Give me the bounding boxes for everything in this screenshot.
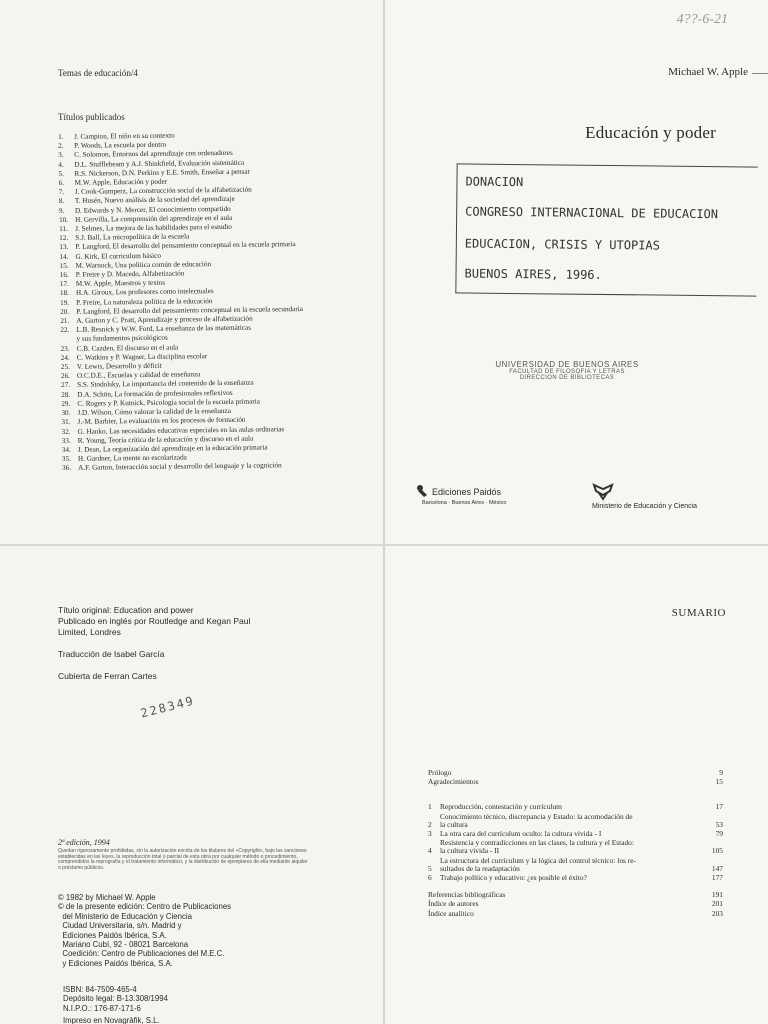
book-number: 24. bbox=[60, 353, 70, 362]
toc-page: 17 bbox=[715, 802, 723, 812]
book-number: 7. bbox=[58, 188, 65, 197]
book-number: 25. bbox=[60, 362, 70, 372]
book-number: 26. bbox=[60, 372, 71, 381]
book-entry: P. Langford, El desarrollo del pensamiento conceptual en la escuela secundaria bbox=[76, 304, 303, 316]
book-entry: A.F. Garton, Interacción social y desarrollo del lenguaje y la cognición bbox=[78, 461, 282, 473]
chapter-title-line: sultados de la readaptación bbox=[440, 863, 520, 873]
book-entry: J. Campion, El niño en su contexto bbox=[73, 131, 175, 141]
book-entry: C. Solomon, Entornos del aprendizaje con ordenadores bbox=[74, 149, 233, 160]
chapter-title bbox=[440, 830, 701, 838]
isbn-block bbox=[63, 985, 168, 1013]
chapter-title bbox=[440, 839, 701, 855]
toc-label: Índice analítico bbox=[428, 908, 474, 918]
paidos-logo-icon bbox=[414, 483, 430, 499]
book-number: 36. bbox=[62, 464, 72, 473]
book-entry: G. Hanko, Las necesidades educativas especiales en las aulas ordinarias bbox=[77, 424, 285, 436]
toc-page: 79 bbox=[715, 829, 723, 839]
publisher-cities: Barcelona · Buenos Aires · México bbox=[422, 500, 507, 506]
publisher-paidos bbox=[414, 483, 507, 506]
chapter-title bbox=[440, 813, 701, 829]
copyright-block bbox=[58, 893, 231, 968]
credit-line: Cubierta de Ferran Cartes bbox=[58, 671, 157, 681]
book-number: 10. bbox=[59, 215, 69, 224]
isbn-line: N.I.P.O.: 176-87-171-6 bbox=[63, 1003, 141, 1013]
chapter-number: 3 bbox=[428, 829, 432, 839]
toc-label: Prólogo bbox=[428, 768, 452, 777]
chapter-title-line: La estructura del currículum y la lógica del control técnico: los re- bbox=[440, 855, 636, 865]
toc-page: 53 bbox=[715, 819, 723, 829]
copyright-line: © 1982 by Michael W. Apple bbox=[58, 893, 156, 902]
toc-page: 203 bbox=[711, 908, 723, 918]
copyright-line: Ediciones Paidós Ibérica, S.A. bbox=[58, 930, 167, 940]
book-number: 3. bbox=[58, 151, 64, 160]
book-entry: S.J. Ball, La micropolítica de la escuela bbox=[75, 232, 190, 243]
book-entry: M.W. Apple, Maestros y textos bbox=[75, 278, 166, 289]
pencil-note: 4??-6-21 bbox=[676, 12, 728, 27]
library-line: FACULTAD DE FILOSOFIA Y LETRAS bbox=[509, 369, 625, 375]
book-number: 20. bbox=[60, 307, 70, 316]
book-number: 12. bbox=[59, 234, 69, 243]
toc-row bbox=[428, 830, 723, 838]
table-of-contents bbox=[428, 769, 723, 919]
chapter-number: 5 bbox=[428, 863, 432, 873]
book-entry: D.A. Schön, La formación de profesionales reflexivos bbox=[77, 388, 233, 399]
chapter-title-line: Trabajo político y educativo: ¿es posible el éxito? bbox=[440, 873, 587, 883]
book-entry: S.S. Stodolsky, La importancia del contenido de la enseñanza bbox=[77, 379, 254, 390]
isbn-line: Depósito legal: B-13.308/1994 bbox=[63, 994, 168, 1004]
copyright-line: Ciudad Universitaria, s/n. Madrid y bbox=[58, 921, 182, 931]
spine-shadow bbox=[383, 0, 385, 1024]
book-number: 27. bbox=[61, 381, 71, 390]
library-line: DIRECCION DE BIBLIOTECAS bbox=[519, 375, 615, 381]
credit-line bbox=[58, 638, 250, 649]
book-list bbox=[58, 130, 305, 473]
credit-line: Publicado en inglés por Routledge and Kegan Paul bbox=[58, 616, 251, 626]
book-number: 22. bbox=[60, 326, 70, 335]
book-number: 29. bbox=[61, 399, 71, 408]
page-divider bbox=[0, 544, 768, 546]
book-entry: L.B. Resnick y W.W. Ford, La enseñanza de las matemáticas bbox=[76, 323, 252, 335]
book-number: 6. bbox=[58, 178, 65, 188]
book-entry: A. Garton y C. Pratt, Aprendizaje y proceso de alfabetización bbox=[76, 314, 253, 325]
publisher-name: Ediciones Paidós bbox=[432, 487, 502, 497]
book-number: 35. bbox=[61, 454, 72, 464]
titles-heading: Títulos publicados bbox=[58, 112, 125, 122]
toc-page: 191 bbox=[711, 890, 723, 900]
edition-line: 2ª edición, 1994 bbox=[58, 838, 110, 847]
chapter-number: 2 bbox=[428, 819, 432, 829]
book-entry: D. Edwards y N. Mercer, El conocimiento compartido bbox=[74, 204, 231, 215]
copyright-line: © de la presente edición: Centro de Publicaciones bbox=[58, 902, 232, 912]
copyright-line: Coedición: Centro de Publicaciones del M.E.C. bbox=[58, 949, 225, 959]
toc-row bbox=[428, 778, 723, 786]
chapter-title-line: la cultura vivida - II bbox=[440, 846, 500, 856]
credit-line: Limited, Londres bbox=[58, 627, 121, 637]
publisher-name: Ministerio de Educación y Ciencia bbox=[592, 503, 698, 510]
book-number: 4. bbox=[58, 160, 64, 169]
book-number: 32. bbox=[61, 427, 71, 436]
chapter-title-line: La otra cara del currículum oculto: la cultura vivida - I bbox=[440, 829, 602, 839]
page-series-list bbox=[0, 0, 384, 545]
stamp-line: DONACION bbox=[465, 174, 524, 190]
donation-stamp bbox=[455, 163, 757, 296]
isbn-line: ISBN: 84-7509-465-4 bbox=[63, 985, 137, 994]
author-name: Michael W. Apple bbox=[668, 66, 748, 78]
book-number: 9. bbox=[58, 206, 65, 215]
series-name: Temas de educación/4 bbox=[58, 68, 138, 78]
book-number: 31. bbox=[61, 418, 71, 427]
book-number: 33. bbox=[61, 436, 71, 445]
toc-page: 15 bbox=[715, 777, 723, 787]
book-number: 23. bbox=[60, 344, 70, 353]
toc-row bbox=[428, 839, 723, 855]
copyright-line: Mariano Cubí, 92 - 08021 Barcelona bbox=[58, 940, 189, 950]
toc-gap bbox=[428, 787, 723, 795]
chapter-title bbox=[440, 803, 701, 811]
toc-row bbox=[428, 910, 723, 918]
chapter-title-line: Reproducción, contestación y currículum bbox=[440, 802, 562, 812]
ministry-logo-icon bbox=[592, 483, 614, 501]
chapter-title-line: la cultura bbox=[440, 819, 468, 829]
book-number: 2. bbox=[58, 142, 64, 151]
book-number: 11. bbox=[59, 224, 68, 234]
toc-page: 201 bbox=[711, 899, 723, 909]
toc-row bbox=[428, 803, 723, 811]
chapter-title bbox=[440, 857, 701, 873]
book-entry: P. Langford, El desarrollo del pensamiento conceptual en la escuela primaria bbox=[75, 240, 296, 252]
book-entry: J. Cook-Gumperz, La construcción social de la alfabetización bbox=[74, 185, 252, 197]
book-number: 15. bbox=[59, 261, 69, 270]
book-number: 30. bbox=[61, 408, 71, 418]
library-stamp bbox=[482, 360, 652, 381]
book-entry: V. Lewis, Desarrollo y déficit bbox=[76, 361, 162, 371]
book-entry: R. Young, Teoría crítica de la educación y discurso en el aula bbox=[77, 434, 254, 445]
book-entry: T. Husén, Nuevo análisis de la sociedad del aprendizaje bbox=[74, 195, 235, 206]
library-line: UNIVERSIDAD DE BUENOS AIRES bbox=[495, 360, 639, 369]
toc-label: Agradecimientos bbox=[428, 777, 479, 787]
book-entry: H.A. Giroux, Los profesores como intelectuales bbox=[75, 287, 214, 298]
book-entry: J.D. Wilson, Cómo valorar la calidad de la enseñanza bbox=[77, 407, 231, 417]
book-number: 19. bbox=[60, 298, 70, 307]
book-entry: M.W. Apple, Educación y poder bbox=[74, 177, 168, 187]
credit-line: Traducción de Isabel García bbox=[58, 649, 165, 659]
book-number: 5. bbox=[58, 169, 64, 178]
book-number: 17. bbox=[59, 280, 69, 289]
page-title bbox=[384, 0, 768, 545]
chapter-title bbox=[440, 874, 701, 882]
book-entry: M. Warnock, Una política común de educación bbox=[75, 259, 212, 270]
chapter-title-line: Conocimiento técnico, discrepancia y Estado: la acomodación de bbox=[440, 811, 633, 821]
book-entry: C.B. Cazden, El discurso en el aula bbox=[76, 343, 179, 353]
stamp-line: BUENOS AIRES, 1996. bbox=[464, 266, 602, 282]
book-entry: H. Gervilla, La comprensión del aprendizaje en el aula bbox=[75, 213, 233, 224]
book-entry: D.L. Stufflebeam y A.J. Shinkfield, Evaluación sistemática bbox=[74, 158, 245, 169]
book-number: 8. bbox=[58, 197, 65, 206]
toc-row bbox=[428, 769, 723, 777]
credits-block bbox=[58, 605, 250, 682]
book-entry: J. Dean, La organización del aprendizaje en la educación primaria bbox=[77, 443, 268, 454]
book-number: 18. bbox=[59, 289, 69, 298]
book-number: 14. bbox=[59, 252, 69, 261]
summary-heading: SUMARIO bbox=[671, 607, 726, 619]
toc-label: Referencias bibliográficas bbox=[428, 890, 506, 900]
toc-page: 177 bbox=[711, 873, 723, 883]
book-number: 1. bbox=[58, 132, 64, 141]
book-number: 13. bbox=[59, 243, 69, 252]
toc-row bbox=[428, 874, 723, 882]
book-entry: C. Watkins y P. Wagner, La disciplina escolar bbox=[76, 352, 208, 362]
toc-label: Índice de autores bbox=[428, 899, 479, 909]
page-credits bbox=[0, 545, 384, 1024]
toc-page: 147 bbox=[711, 863, 723, 873]
copyright-line: y Ediciones Paidós Ibérica, S.A. bbox=[58, 958, 173, 968]
book-entry: C. Rogers y P. Kutnick, Psicología social de la escuela primaria bbox=[77, 397, 260, 408]
book-number: 34. bbox=[61, 445, 71, 454]
book-entry: P. Freire y D. Macedo, Alfabetización bbox=[75, 269, 185, 279]
chapter-number: 1 bbox=[428, 802, 432, 812]
book-entry: R.S. Nickerson, D.N. Perkins y E.E. Smith, Enseñar a pensar bbox=[74, 167, 251, 178]
book-title: Educación y poder bbox=[585, 123, 716, 142]
publisher-ministry bbox=[592, 483, 698, 510]
book-entry: P. Woods, La escuela por dentro bbox=[74, 140, 167, 151]
list-item bbox=[62, 461, 305, 473]
book-entry: G. Kirk, El curriculum básico bbox=[75, 251, 161, 261]
book-number: 16. bbox=[59, 270, 69, 280]
toc-page: 105 bbox=[711, 846, 723, 856]
book-number: 28. bbox=[61, 390, 71, 399]
book-entry: H. Gardner, La mente no escolarizada bbox=[77, 453, 187, 463]
credit-line bbox=[58, 660, 250, 671]
inventory-number: 228349 bbox=[139, 693, 197, 721]
chapter-title-line: Resistencia y contradicciones en las clases, la cultura y el Estado: bbox=[440, 838, 634, 848]
stamp-line: CONGRESO INTERNACIONAL DE EDUCACION bbox=[465, 204, 719, 222]
printer-line: Impreso en Novagràfik, S.L. bbox=[63, 1016, 160, 1024]
toc-row bbox=[428, 813, 723, 829]
book-entry: O.C.D.E., Escuelas y calidad de enseñanza bbox=[76, 370, 201, 381]
author-rule bbox=[752, 73, 768, 74]
book-entry: y sus fundamentos psicológicos bbox=[76, 334, 168, 344]
book-entry: J. Selmes, La mejora de las habilidades para el estudio bbox=[75, 222, 232, 233]
book-entry: J.-M. Barbier, La evaluación en los procesos de formación bbox=[77, 416, 246, 427]
chapter-number: 4 bbox=[428, 846, 432, 856]
book-number: 21. bbox=[60, 316, 70, 326]
copyright-line: del Ministerio de Educación y Ciencia bbox=[58, 911, 192, 921]
stamp-line: EDUCACION, CRISIS Y UTOPIAS bbox=[464, 236, 660, 253]
credit-line: Título original: Education and power bbox=[58, 605, 194, 615]
toc-row bbox=[428, 857, 723, 873]
page-summary bbox=[384, 545, 768, 1024]
toc-page: 9 bbox=[719, 768, 723, 777]
chapter-number: 6 bbox=[428, 873, 432, 883]
book-entry: P. Freire, La naturaleza política de la educación bbox=[76, 296, 213, 307]
toc-row bbox=[428, 900, 723, 908]
legal-notice: Quedan rigurosamente prohibidas, sin la autorización escrita de los titulares del «Copyright», bajo las sanciones establecidas en las leyes, la reproducción total o parcial de esta obra por cualquier método o procedimiento, comprendidos la reprografía y el tratamiento informático, y la distribución de ejemplares de ella mediante alquiler o préstamo públicos. bbox=[58, 848, 308, 871]
